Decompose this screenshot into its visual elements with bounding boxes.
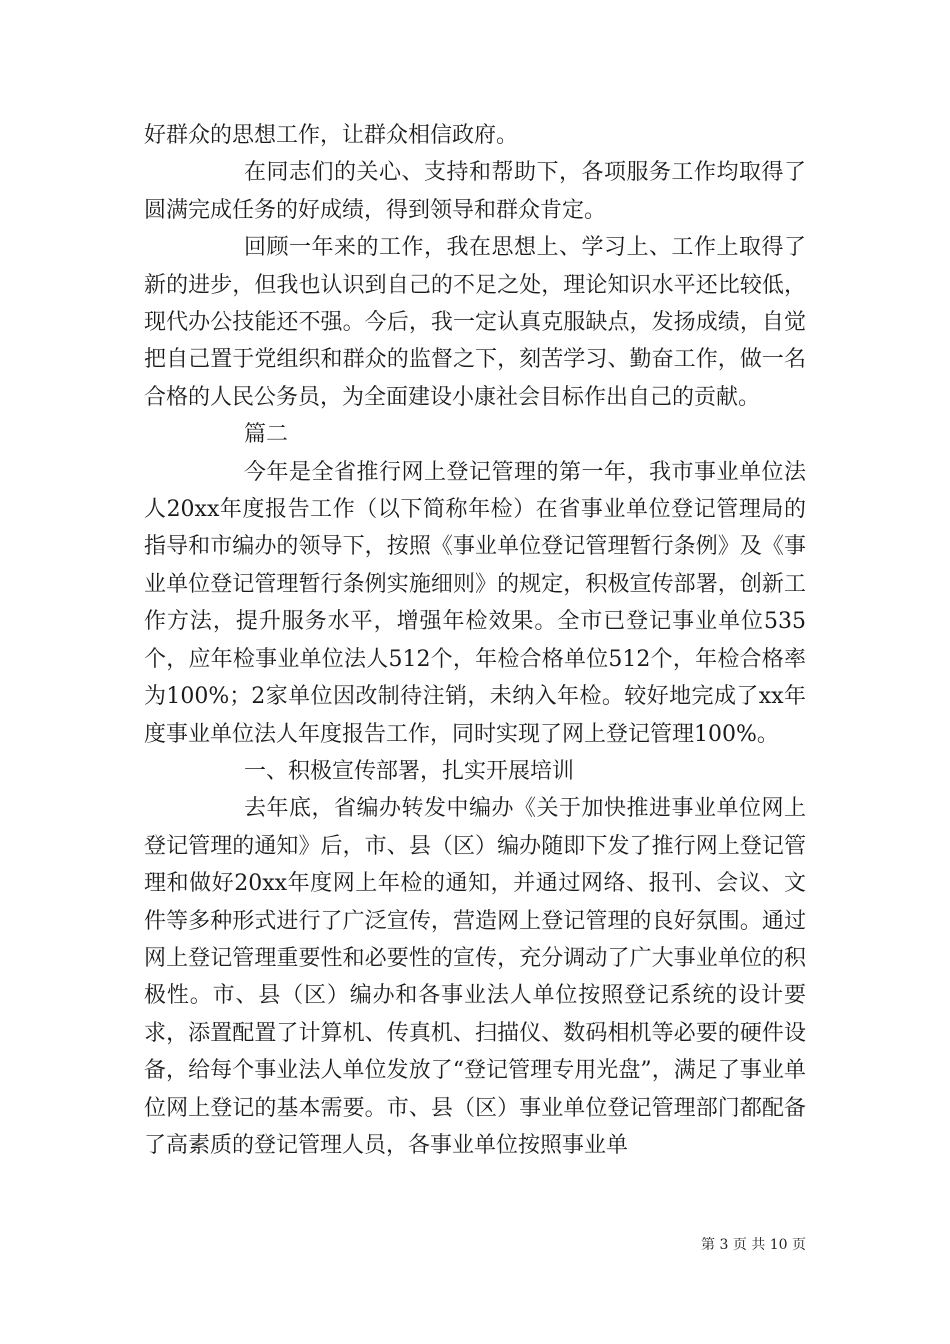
- paragraph-7: 去年底，省编办转发中编办《关于加快推进事业单位网上登记管理的通知》后，市、县（区）编办随即下发了推行网上登记管理和做好20xx年度网上年检的通知，并通过网络、报刊、会议、文件等多种形式进行了广泛宣传，营造网上登记管理的良好氛围。通过网上登记管理重要性和必要性的宣传，充分调动了广大事业单位的积极性。市、县（区）编办和各事业法人单位按照登记系统的设计要求，添置配置了计算机、传真机、扫描仪、数码相机等必要的硬件设备，给每个事业法人单位发放了“登记管理专用光盘”，满足了事业单位网上登记的基本需要。市、县（区）事业单位登记管理部门都配备了高素质的登记管理人员，各事业单位按照事业单: [144, 796, 806, 1158]
- paragraph-2: 在同志们的关心、支持和帮助下，各项服务工作均取得了圆满完成任务的好成绩，得到领导和群众肯定。: [144, 160, 806, 223]
- paragraph-5: 今年是全省推行网上登记管理的第一年，我市事业单位法人20xx年度报告工作（以下简称年检）在省事业单位登记管理局的指导和市编办的领导下，按照《事业单位登记管理暂行条例》及《事业单位登记管理暂行条例实施细则》的规定，积极宣传部署，创新工作方法，提升服务水平，增强年检效果。全市已登记事业单位535个，应年检事业单位法人512个，年检合格单位512个，年检合格率为100%；2家单位因改制待注销，未纳入年检。较好地完成了xx年度事业单位法人年度报告工作，同时实现了网上登记管理100%。: [144, 459, 806, 747]
- section-heading-one: 一、积极宣传部署，扎实开展培训: [244, 758, 575, 784]
- paragraph-3: 回顾一年来的工作，我在思想上、学习上、工作上取得了新的进步，但我也认识到自己的不足之处，理论知识水平还比较低，现代办公技能还不强。今后，我一定认真克服缺点，发扬成绩，自觉把自己置于党组织和群众的监督之下，刻苦学习、勤奋工作，做一名合格的人民公务员，为全面建设小康社会目标作出自己的贡献。: [144, 235, 806, 410]
- page-number-footer: 第 3 页 共 10 页: [701, 1237, 806, 1253]
- paragraph-1: 好群众的思想工作，让群众相信政府。: [144, 123, 519, 148]
- section-heading-part-two: 篇二: [244, 422, 289, 448]
- document-body: [144, 117, 806, 1164]
